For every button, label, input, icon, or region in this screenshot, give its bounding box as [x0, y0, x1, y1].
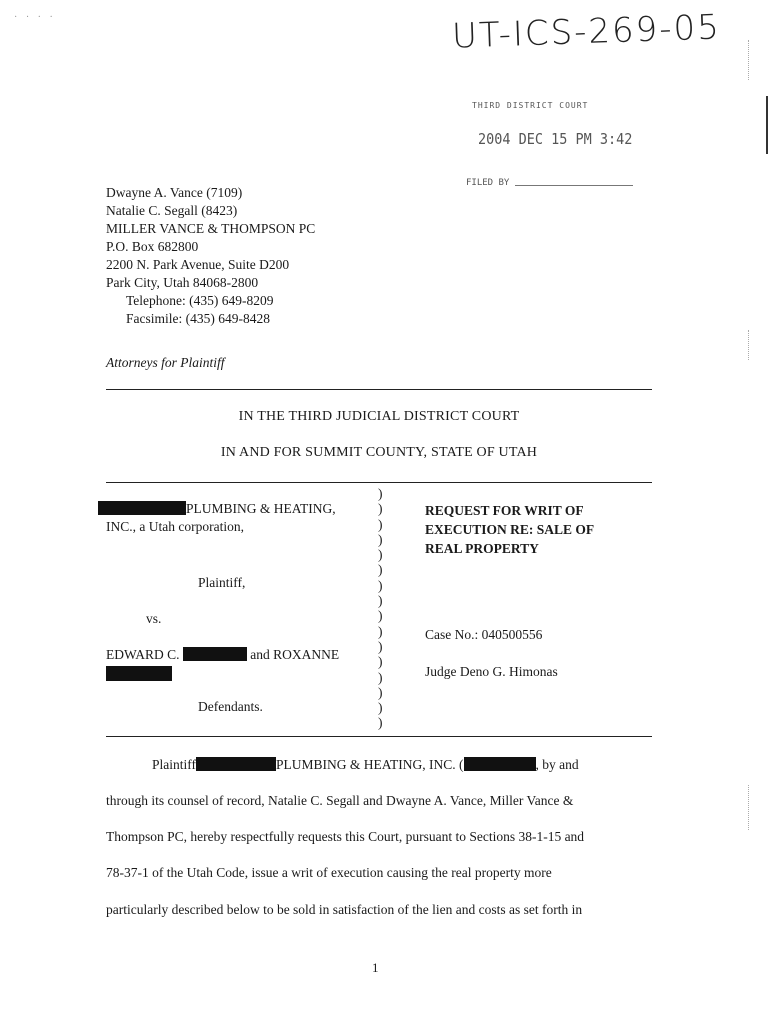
body-line: 78-37-1 of the Utah Code, issue a writ of execution causing the real property more — [106, 865, 552, 880]
rule-top — [106, 389, 652, 390]
plaintiff-label: Plaintiff, — [198, 575, 246, 590]
body-line-1: Plaintiff PLUMBING & HEATING, INC. ( , by and — [152, 757, 579, 772]
attorney-line: MILLER VANCE & THOMPSON PC — [106, 221, 316, 236]
body-line: through its counsel of record, Natalie C. Segall and Dwayne A. Vance, Miller Vance & — [106, 793, 574, 808]
title-line: REAL PROPERTY — [425, 541, 539, 556]
attorney-block — [106, 184, 315, 328]
attorney-telephone: Telephone: (435) 649-8209 — [126, 293, 274, 308]
defendants-label: Defendants. — [198, 699, 263, 714]
body-line: Thompson PC, hereby respectfully requests this Court, pursuant to Sections 38-1-15 and — [106, 829, 585, 844]
stamp-date: 2004 DEC 15 PM 3:42 — [478, 130, 633, 148]
defendant-surname-redacted — [106, 666, 172, 684]
redaction-bar — [183, 647, 247, 661]
attorney-line: Park City, Utah 84068-2800 — [106, 275, 259, 290]
plaintiff-name: PLUMBING & HEATING, — [98, 501, 336, 517]
scan-edge-mark — [748, 40, 750, 80]
attorney-line: 2200 N. Park Avenue, Suite D200 — [106, 257, 290, 272]
attorney-line: P.O. Box 682800 — [106, 239, 199, 254]
scan-edge-mark — [748, 330, 750, 360]
scan-specks: · · · · — [14, 12, 56, 23]
case-number: Case No.: 040500556 — [425, 627, 543, 642]
attorney-facsimile: Facsimile: (435) 649-8428 — [126, 311, 270, 326]
rule-caption-bottom — [106, 736, 652, 737]
redaction-bar — [98, 501, 186, 515]
versus: vs. — [146, 611, 162, 626]
defendant-names: EDWARD C. and ROXANNE — [106, 647, 340, 662]
title-line: EXECUTION RE: SALE OF — [425, 522, 595, 537]
handwritten-case-number: UT-ICS-269-05 — [451, 7, 722, 57]
court-name: IN THE THIRD JUDICIAL DISTRICT COURT — [238, 409, 520, 424]
scan-edge-mark — [748, 785, 750, 830]
redaction-bar — [196, 757, 276, 771]
attorney-line: Natalie C. Segall (8423) — [106, 203, 238, 218]
redaction-bar — [464, 757, 536, 771]
redaction-bar — [106, 666, 172, 681]
attorney-line: Dwayne A. Vance (7109) — [106, 185, 243, 200]
document-title — [425, 501, 594, 558]
scan-edge-mark — [766, 96, 768, 154]
stamp-court-name: THIRD DISTRICT COURT — [472, 101, 589, 110]
court-county: IN AND FOR SUMMIT COUNTY, STATE OF UTAH — [220, 445, 538, 460]
rule-caption-top — [106, 482, 652, 483]
title-line: REQUEST FOR WRIT OF — [425, 503, 584, 518]
judge-name: Judge Deno G. Himonas — [425, 664, 558, 679]
page-number: 1 — [372, 960, 379, 975]
stamp-filed-by: FILED BY — [466, 178, 633, 188]
body-line: particularly described below to be sold in satisfaction of the lien and costs as set forth in — [106, 902, 583, 917]
plaintiff-corp: INC., a Utah corporation, — [106, 519, 244, 534]
caption-parenthesis-column: ) ) ) ) ) ) ) ) ) ) ) ) ) ) ) ) — [378, 486, 383, 731]
attorney-role: Attorneys for Plaintiff — [106, 355, 225, 370]
